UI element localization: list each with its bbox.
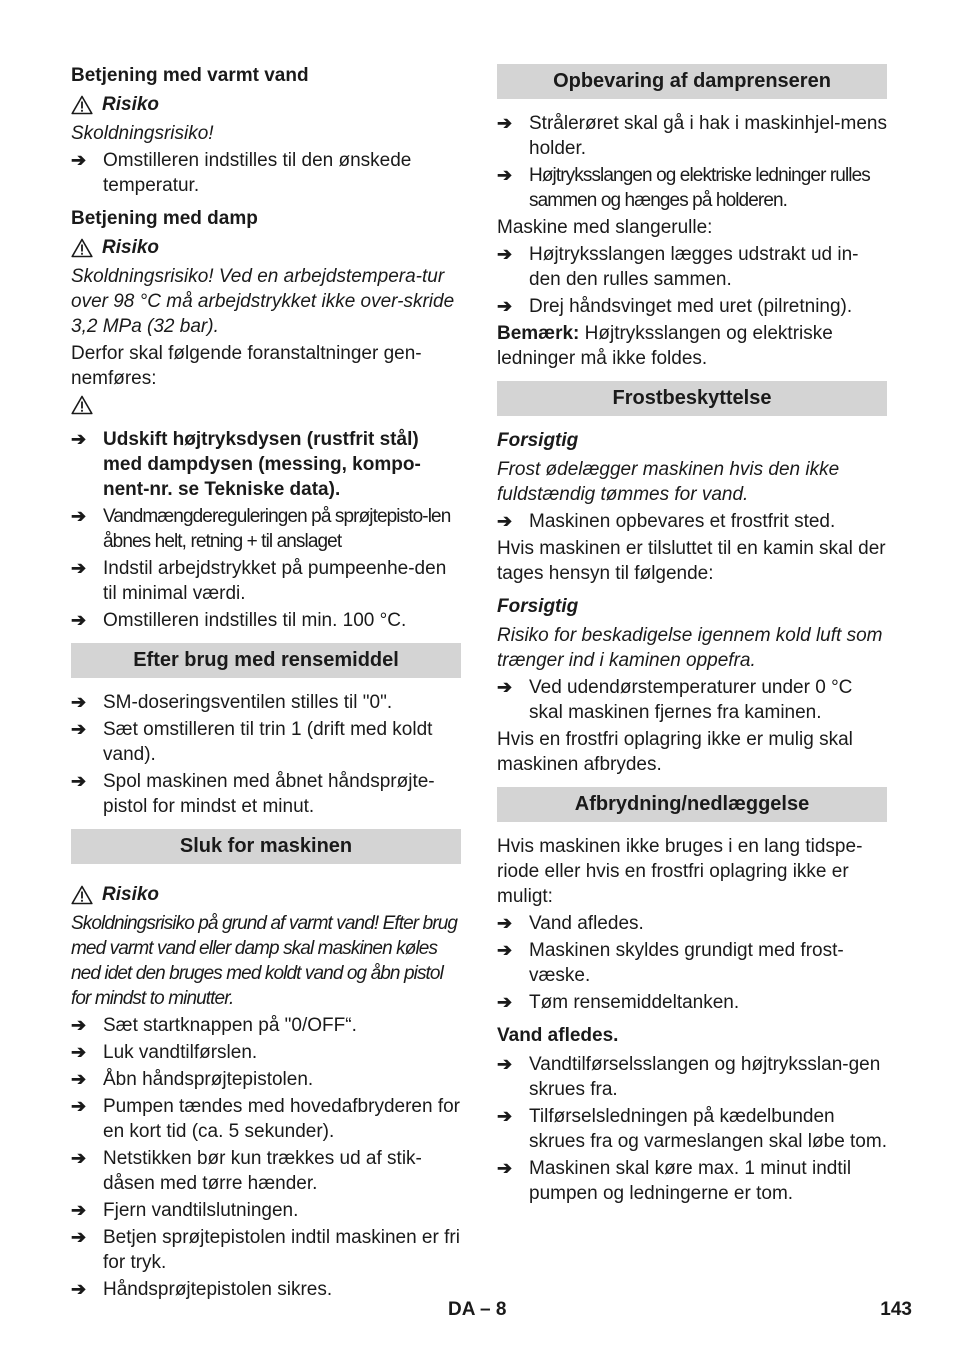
arrow-right-icon: ➔ bbox=[497, 992, 513, 1012]
list-item: ➔ Udskift højtryksdysen (rustfrit stål) med dampdysen (messing, kompo-nent-nr. se Tekniske data). bbox=[71, 429, 421, 500]
arrow-right-icon: ➔ bbox=[71, 1279, 87, 1299]
list-item: ➔ Højtryksslangen lægges udstrakt ud in-den den rulles sammen. bbox=[497, 244, 859, 290]
arrow-right-icon: ➔ bbox=[71, 1200, 87, 1220]
arrow-right-icon: ➔ bbox=[71, 429, 87, 449]
note-paragraph bbox=[497, 321, 887, 371]
list-item: ➔ Tilførselsledningen på kædelbunden skrues fra og varmeslangen skal løbe tom. bbox=[497, 1106, 887, 1152]
arrow-right-icon: ➔ bbox=[497, 244, 513, 264]
risk-label: Risiko bbox=[71, 882, 461, 908]
risk-text: Skoldningsrisiko! bbox=[71, 123, 214, 144]
right-column bbox=[497, 64, 887, 1208]
arrow-right-icon: ➔ bbox=[71, 558, 87, 578]
list-item: ➔ Betjen sprøjtepistolen indtil maskinen er fri for tryk. bbox=[71, 1227, 460, 1273]
section-heading: Efter brug med rensemiddel bbox=[71, 643, 461, 678]
arrow-right-icon: ➔ bbox=[497, 113, 513, 133]
warning-standalone bbox=[71, 395, 461, 419]
list-item: ➔ Håndsprøjtepistolen sikres. bbox=[71, 1279, 333, 1300]
warning-icon bbox=[71, 238, 93, 258]
list-item: ➔ Fjern vandtilslutningen. bbox=[71, 1200, 299, 1221]
list-item: ➔ Ved udendørstemperaturer under 0 °C skal maskinen fjernes fra kaminen. bbox=[497, 677, 853, 723]
arrow-right-icon: ➔ bbox=[497, 511, 513, 531]
arrow-right-icon: ➔ bbox=[71, 1015, 87, 1035]
subheading-drain-water: Vand afledes. bbox=[497, 1025, 619, 1046]
paragraph: Maskine med slangerulle: bbox=[497, 217, 713, 238]
arrow-right-icon: ➔ bbox=[71, 692, 87, 712]
page-number: 143 bbox=[880, 1299, 912, 1320]
list-item: ➔ Spol maskinen med åbnet håndsprøjte-pistol for mindst et minut. bbox=[71, 771, 435, 817]
list-item: ➔ Strålerøret skal gå i hak i maskinhjel-mens holder. bbox=[497, 113, 887, 159]
arrow-right-icon: ➔ bbox=[497, 1158, 513, 1178]
arrow-right-icon: ➔ bbox=[497, 165, 513, 185]
subheading-hot-water: Betjening med varmt vand bbox=[71, 65, 309, 86]
caution-text: Risiko for beskadigelse igennem kold luft som trænger ind i kaminen oppefra. bbox=[497, 625, 883, 671]
list-item: ➔ Maskinen opbevares et frostfrit sted. bbox=[497, 511, 836, 532]
list-item: ➔ Netstikken bør kun trækkes ud af stik-dåsen med tørre hænder. bbox=[71, 1148, 422, 1194]
section-heading: Opbevaring af damprenseren bbox=[497, 64, 887, 99]
paragraph: Hvis maskinen er tilsluttet til en kamin skal der tages hensyn til følgende: bbox=[497, 538, 886, 584]
list-item: ➔ Vandmængdereguleringen på sprøjtepisto-len åbnes helt, retning + til anslaget bbox=[71, 506, 451, 552]
list-item: ➔ Pumpen tændes med hovedafbryderen for en kort tid (ca. 5 sekunder). bbox=[71, 1096, 460, 1142]
warning-icon bbox=[71, 885, 93, 905]
arrow-right-icon: ➔ bbox=[71, 150, 87, 170]
list-item: ➔ Maskinen skyldes grundigt med frost-væske. bbox=[497, 940, 844, 986]
list-item: ➔ Tøm rensemiddeltanken. bbox=[497, 992, 740, 1013]
risk-label: Risiko bbox=[71, 235, 461, 261]
list-item: ➔ Indstil arbejdstrykket på pumpeenhe-den til minimal værdi. bbox=[71, 558, 447, 604]
arrow-right-icon: ➔ bbox=[71, 610, 87, 630]
arrow-right-icon: ➔ bbox=[497, 1054, 513, 1074]
list-item: ➔ Drej håndsvinget med uret (pilretning). bbox=[497, 296, 853, 317]
list-item: ➔ SM-doseringsventilen stilles til "0". bbox=[71, 692, 393, 713]
section-heading: Frostbeskyttelse bbox=[497, 381, 887, 416]
list-item: ➔ Omstilleren indstilles til den ønskede temperatur. bbox=[71, 150, 412, 196]
list-item: ➔ Højtryksslangen og elektriske ledninger rulles sammen og hænges på holderen. bbox=[497, 165, 870, 211]
section-heading: Sluk for maskinen bbox=[71, 829, 461, 864]
list-item: ➔ Luk vandtilførslen. bbox=[71, 1042, 258, 1063]
list-item: ➔ Omstilleren indstilles til min. 100 °C. bbox=[71, 610, 407, 631]
caution-text: Frost ødelægger maskinen hvis den ikke fuldstændig tømmes for vand. bbox=[497, 459, 840, 505]
note-text: Højtryksslangen og elektriske ledninger må ikke foldes. bbox=[497, 323, 833, 369]
arrow-right-icon: ➔ bbox=[497, 940, 513, 960]
warning-icon bbox=[71, 95, 93, 115]
arrow-right-icon: ➔ bbox=[71, 1069, 87, 1089]
arrow-right-icon: ➔ bbox=[497, 677, 513, 697]
arrow-right-icon: ➔ bbox=[71, 1227, 87, 1247]
risk-text: Skoldningsrisiko! Ved en arbejdstempera-tur over 98 °C må arbejdstrykket ikke over-skride 3,2 MPa (32 bar). bbox=[71, 266, 455, 337]
warning-icon bbox=[71, 395, 93, 415]
list-item: ➔ Sæt startknappen på "0/OFF“. bbox=[71, 1015, 357, 1036]
list-item: ➔ Maskinen skal køre max. 1 minut indtil pumpen og ledningerne er tom. bbox=[497, 1158, 852, 1204]
arrow-right-icon: ➔ bbox=[497, 296, 513, 316]
list-item: ➔ Vand afledes. bbox=[497, 913, 644, 934]
risk-label: Risiko bbox=[71, 92, 461, 118]
risk-text: Skoldningsrisiko på grund af varmt vand! Efter brug med varmt vand eller damp skal maskinen køles ned idet den bruges med koldt vand og åbn pistol for mindst to minutter. bbox=[71, 913, 458, 1009]
list-item: ➔ Åbn håndsprøjtepistolen. bbox=[71, 1069, 314, 1090]
arrow-right-icon: ➔ bbox=[71, 506, 87, 526]
arrow-right-icon: ➔ bbox=[497, 913, 513, 933]
footer-language-page: DA – 8 bbox=[448, 1299, 507, 1320]
arrow-right-icon: ➔ bbox=[71, 719, 87, 739]
list-item: ➔ Sæt omstilleren til trin 1 (drift med koldt vand). bbox=[71, 719, 433, 765]
arrow-right-icon: ➔ bbox=[71, 1042, 87, 1062]
paragraph: Hvis maskinen ikke bruges i en lang tidspe-riode eller hvis en frostfri oplagring ikke er muligt: bbox=[497, 836, 863, 907]
arrow-right-icon: ➔ bbox=[71, 1096, 87, 1116]
subheading-steam: Betjening med damp bbox=[71, 208, 258, 229]
paragraph: Derfor skal følgende foranstaltninger gen-nemføres: bbox=[71, 343, 422, 389]
arrow-right-icon: ➔ bbox=[497, 1106, 513, 1126]
paragraph: Hvis en frostfri oplagring ikke er mulig skal maskinen afbrydes. bbox=[497, 729, 853, 775]
left-column bbox=[71, 64, 461, 1304]
caution-label: Forsigtig bbox=[497, 430, 579, 451]
list-item: ➔ Vandtilførselsslangen og højtryksslan-gen skrues fra. bbox=[497, 1054, 881, 1100]
caution-label: Forsigtig bbox=[497, 596, 579, 617]
section-heading: Afbrydning/nedlæggelse bbox=[497, 787, 887, 822]
arrow-right-icon: ➔ bbox=[71, 1148, 87, 1168]
note-label: Bemærk: bbox=[497, 323, 580, 344]
arrow-right-icon: ➔ bbox=[71, 771, 87, 791]
